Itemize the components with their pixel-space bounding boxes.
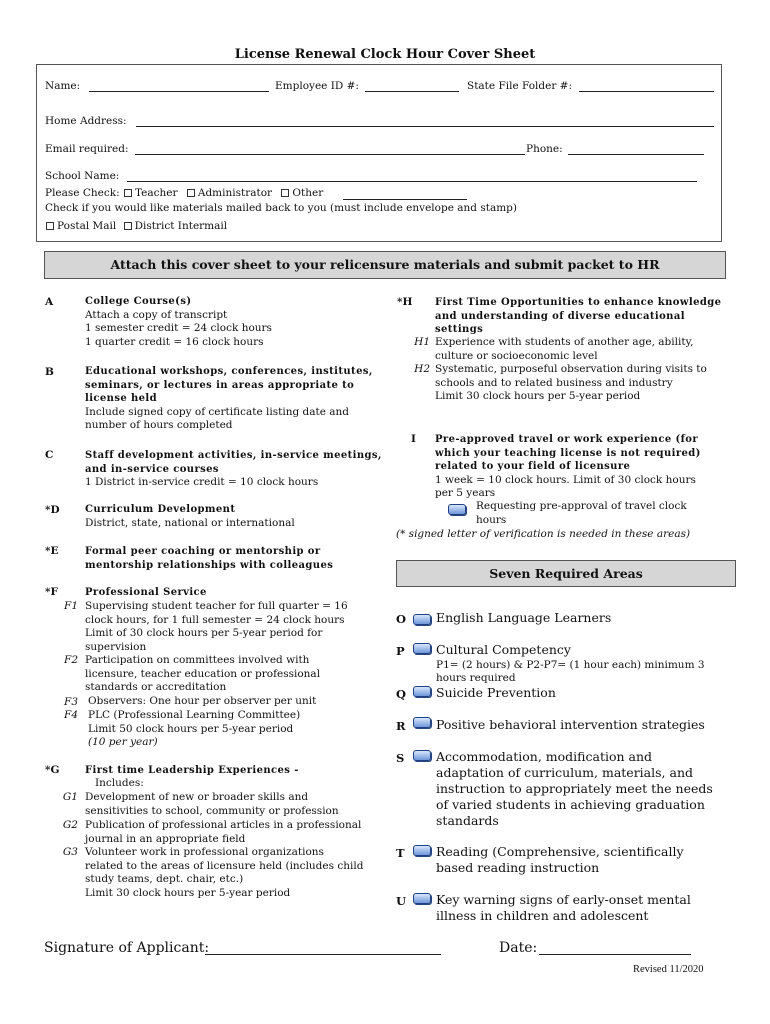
other-field[interactable] xyxy=(343,188,467,200)
h1-label: H1 xyxy=(414,336,430,348)
section-b-title: seminars, or lectures in areas appropriate to xyxy=(85,379,355,391)
section-h-title: and understanding of diverse educational xyxy=(435,310,685,322)
required-u-text xyxy=(436,892,736,924)
required-s-line: standards xyxy=(436,813,499,828)
travel-preapproval-line: Requesting pre-approval of travel clock xyxy=(476,500,687,512)
date-label: Date: xyxy=(499,940,538,956)
required-s-line: of varied students in achieving graduation xyxy=(436,797,705,812)
section-f-letter: *F xyxy=(45,586,58,598)
section-d xyxy=(85,503,385,530)
g3-item xyxy=(85,846,395,900)
section-a-letter: A xyxy=(45,296,54,308)
f4-item xyxy=(88,709,388,750)
section-b-line: Include signed copy of certificate listing date and xyxy=(85,405,350,418)
required-o-letter: O xyxy=(396,612,407,626)
required-p-sub xyxy=(436,659,736,685)
section-h-title: First Time Opportunities to enhance knowledge xyxy=(435,297,722,308)
required-r-button[interactable] xyxy=(413,717,431,728)
section-a-line: 1 semester credit = 24 clock hours xyxy=(85,322,272,334)
h2-line: Systematic, purposeful observation during visits to xyxy=(435,363,707,375)
section-f-title: Professional Service xyxy=(85,587,207,598)
g2-line: Publication of professional articles in a professional xyxy=(85,819,362,831)
other-checkbox[interactable] xyxy=(281,189,289,197)
f3-label: F3 xyxy=(64,696,78,708)
required-u-line: illness in children and adolescent xyxy=(436,908,649,923)
section-b-line: number of hours completed xyxy=(85,419,233,431)
required-o-button[interactable] xyxy=(413,614,431,625)
required-s-line: instruction to appropriately meet the needs xyxy=(436,781,713,796)
state-file-folder-field[interactable] xyxy=(579,80,714,92)
required-r-letter: R xyxy=(396,719,406,733)
required-s-line: Accommodation, modification and xyxy=(436,749,653,764)
section-b-title: license held xyxy=(85,393,158,404)
required-p-letter: P xyxy=(396,644,405,658)
g1-label: G1 xyxy=(62,791,78,803)
h2-item xyxy=(435,363,735,404)
phone-label: Phone: xyxy=(526,143,563,155)
section-d-letter: *D xyxy=(45,504,60,516)
school-name-label: School Name: xyxy=(45,170,120,182)
section-i-title: which your teaching license is not required) xyxy=(435,447,701,459)
g1-line: sensitivities to school, community or profession xyxy=(85,804,339,817)
applicant-info-box xyxy=(36,64,722,242)
required-t-line: based reading instruction xyxy=(436,860,600,875)
required-q-text: Suicide Prevention xyxy=(436,685,556,700)
required-q-button[interactable] xyxy=(413,686,431,697)
h1-line: Experience with students of another age, ability, xyxy=(435,336,694,348)
required-u-button[interactable] xyxy=(413,893,431,904)
section-e-title: Formal peer coaching or mentorship or xyxy=(85,546,321,557)
home-address-field[interactable] xyxy=(136,115,714,127)
position-check-row xyxy=(45,187,323,199)
f2-label: F2 xyxy=(64,654,78,666)
g3-line: Volunteer work in professional organizations xyxy=(85,846,324,858)
name-label: Name: xyxy=(45,80,81,92)
f1-line: Limit of 30 clock hours per 5-year period for xyxy=(85,627,323,639)
required-p-button[interactable] xyxy=(413,643,431,654)
section-a-title: College Course(s) xyxy=(85,296,192,307)
g2-line: journal in an appropriate field xyxy=(85,832,246,845)
section-i-title: Pre-approved travel or work experience (for xyxy=(435,434,699,445)
travel-preapproval-line: hours xyxy=(476,513,507,526)
required-areas-header: Seven Required Areas xyxy=(396,560,736,587)
required-t-button[interactable] xyxy=(413,845,431,856)
f1-line: Supervising student teacher for full quarter = 16 xyxy=(85,600,348,612)
section-i-title: related to your field of licensure xyxy=(435,461,631,472)
f1-label: F1 xyxy=(64,600,78,612)
section-i-line: per 5 years xyxy=(435,487,496,499)
section-b-letter: B xyxy=(45,366,54,378)
h2-line: schools and to related business and industry xyxy=(435,376,673,389)
h2-line: Limit 30 clock hours per 5-year period xyxy=(435,390,641,402)
required-o-text: English Language Learners xyxy=(436,610,612,625)
section-c-title: and in-service courses xyxy=(85,463,219,475)
section-c-title: Staff development activities, in-service meetings, xyxy=(85,450,382,461)
g1-line: Development of new or broader skills and xyxy=(85,791,309,803)
section-c-letter: C xyxy=(45,449,54,461)
g3-label: G3 xyxy=(62,846,78,858)
f1-line: supervision xyxy=(85,640,147,653)
section-d-title: Curriculum Development xyxy=(85,504,236,515)
postal-mail-label: Postal Mail xyxy=(57,220,117,232)
mail-options-row xyxy=(45,220,227,232)
section-d-line: District, state, national or international xyxy=(85,516,295,529)
page-title: License Renewal Clock Hour Cover Sheet xyxy=(234,47,536,62)
f4-line: Limit 50 clock hours per 5-year period xyxy=(88,722,294,735)
f1-line: clock hours, for 1 full semester = 24 clock hours xyxy=(85,613,345,626)
teacher-checkbox[interactable] xyxy=(124,189,132,197)
teacher-label: Teacher xyxy=(134,187,178,199)
f4-line: PLC (Professional Learning Committee) xyxy=(88,709,301,721)
required-u-letter: U xyxy=(396,894,407,908)
required-t-line: Reading (Comprehensive, scientifically xyxy=(436,844,684,859)
required-u-line: Key warning signs of early-onset mental xyxy=(436,892,691,907)
section-e-title: mentorship relationships with colleagues xyxy=(85,559,334,571)
section-e-letter: *E xyxy=(45,545,59,557)
email-field[interactable] xyxy=(135,143,525,155)
date-field[interactable] xyxy=(539,954,691,955)
f2-line: standards or accreditation xyxy=(85,681,227,693)
g3-line: study teams, dept. chair, etc.) xyxy=(85,873,244,885)
administrator-label: Administrator xyxy=(197,187,273,199)
signature-label: Signature of Applicant: xyxy=(44,940,210,956)
f2-line: Participation on committees involved with xyxy=(85,654,310,666)
g2-item xyxy=(85,819,385,846)
required-r-text: Positive behavioral intervention strategies xyxy=(436,717,705,732)
section-g-title: First time Leadership Experiences - xyxy=(85,765,299,776)
administrator-checkbox[interactable] xyxy=(187,189,195,197)
section-e xyxy=(85,545,385,572)
section-b xyxy=(85,365,385,433)
verification-note: (* signed letter of verification is needed in these areas) xyxy=(396,528,691,540)
g2-label: G2 xyxy=(62,819,78,831)
section-i xyxy=(435,433,735,501)
section-g-letter: *G xyxy=(45,764,60,776)
section-i-letter: I xyxy=(411,433,416,445)
employee-id-label: Employee ID #: xyxy=(275,80,359,92)
required-s-line: adaptation of curriculum, materials, and xyxy=(436,765,693,780)
phone-field[interactable] xyxy=(568,143,704,155)
revision-date: Revised 11/2020 xyxy=(633,964,704,975)
g3-line: related to the areas of licensure held (includes child xyxy=(85,859,364,872)
section-a-line: Attach a copy of transcript xyxy=(85,308,228,321)
email-label: Email required: xyxy=(45,143,129,155)
required-t-text xyxy=(436,844,736,876)
section-a-line: 1 quarter credit = 16 clock hours xyxy=(85,335,264,348)
home-address-label: Home Address: xyxy=(45,115,127,127)
section-b-title: Educational workshops, conferences, institutes, xyxy=(85,366,373,377)
section-g-includes: Includes: xyxy=(95,777,144,789)
required-p-sub-line: hours required xyxy=(436,672,516,684)
school-name-field[interactable] xyxy=(127,170,697,182)
travel-preapproval-text xyxy=(476,500,736,527)
other-label: Other xyxy=(292,187,324,199)
section-h-letter: *H xyxy=(397,296,413,308)
f3-text: Observers: One hour per observer per unit xyxy=(88,695,317,707)
travel-preapproval-button[interactable] xyxy=(448,504,466,515)
required-s-text xyxy=(436,749,736,829)
signature-field[interactable] xyxy=(205,954,441,955)
required-s-button[interactable] xyxy=(413,750,431,761)
please-check-label: Please Check: xyxy=(45,187,120,199)
section-h-title-block xyxy=(435,296,735,337)
section-c xyxy=(85,449,395,490)
mail-back-instruction: Check if you would like materials mailed back to you (must include envelope and stamp) xyxy=(45,202,517,214)
h1-item xyxy=(435,336,735,363)
postal-mail-checkbox[interactable] xyxy=(46,222,54,230)
district-intermail-checkbox[interactable] xyxy=(124,222,132,230)
required-p-text: Cultural Competency xyxy=(436,642,571,657)
district-intermail-label: District Intermail xyxy=(134,220,228,232)
f4-label: F4 xyxy=(64,709,78,721)
state-file-folder-label: State File Folder #: xyxy=(467,80,573,92)
f4-note: (10 per year) xyxy=(88,736,158,748)
required-s-letter: S xyxy=(396,751,405,765)
required-q-letter: Q xyxy=(396,687,407,701)
instruction-banner: Attach this cover sheet to your relicensure materials and submit packet to HR xyxy=(44,251,726,279)
h2-label: H2 xyxy=(414,363,430,375)
g3-line: Limit 30 clock hours per 5-year period xyxy=(85,886,291,899)
h1-line: culture or socioeconomic level xyxy=(435,349,598,362)
section-i-line: 1 week = 10 clock hours. Limit of 30 clock hours xyxy=(435,473,696,486)
section-c-line: 1 District in-service credit = 10 clock hours xyxy=(85,476,319,488)
g1-item xyxy=(85,791,385,818)
f2-item xyxy=(85,654,385,695)
required-p-sub-line: P1= (2 hours) & P2-P7= (1 hour each) minimum 3 xyxy=(436,659,705,671)
section-a xyxy=(85,295,385,349)
f1-item xyxy=(85,600,385,654)
section-h-title: settings xyxy=(435,324,484,335)
name-field[interactable] xyxy=(89,80,269,92)
employee-id-field[interactable] xyxy=(365,80,459,92)
f2-line: licensure, teacher education or professional xyxy=(85,667,321,680)
required-t-letter: T xyxy=(396,846,405,860)
